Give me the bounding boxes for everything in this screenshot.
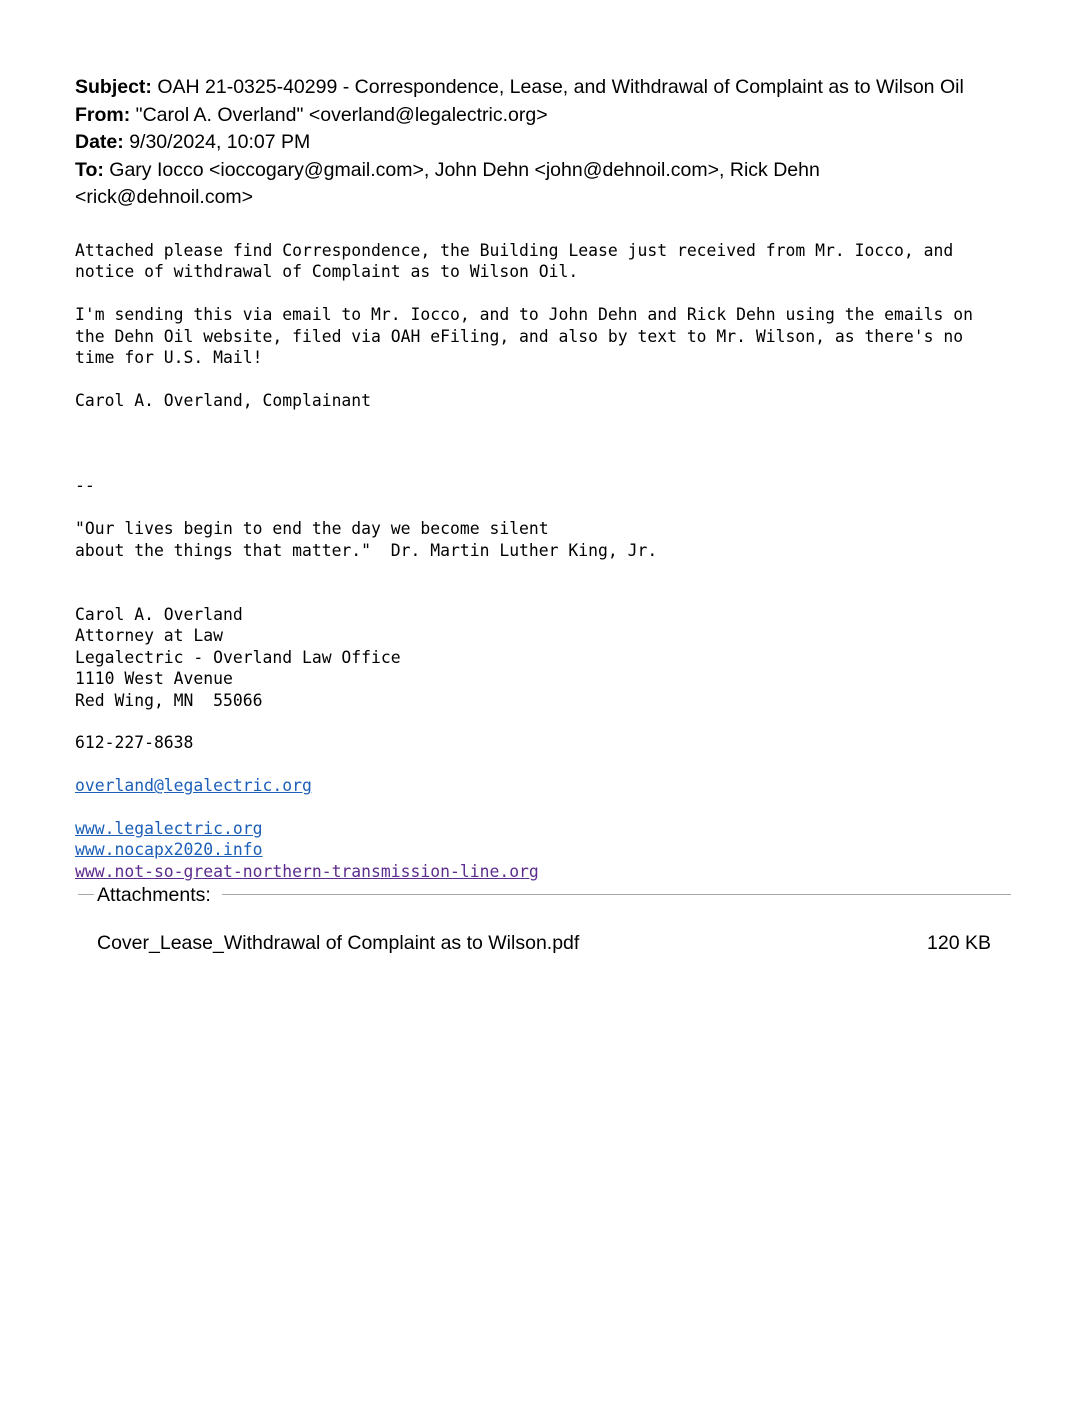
to-value: Gary Iocco <ioccogary@gmail.com>, John Dehn <john@dehnoil.com>, Rick Dehn: [109, 158, 820, 181]
email-headers: [75, 74, 1035, 212]
signature-block: Carol A. Overland Attorney at Law Legalectric - Overland Law Office 1110 West Avenue Red Wing, MN 55066: [75, 604, 401, 710]
from-line: [75, 102, 1035, 130]
date-line: [75, 129, 1035, 157]
website-link-transmission-line[interactable]: www.not-so-great-northern-transmission-line.org: [75, 861, 539, 881]
attachment-item[interactable]: [97, 930, 991, 956]
email-body: [75, 240, 1055, 882]
from-label: From:: [75, 103, 131, 126]
attachments-title: Attachments:: [97, 884, 211, 906]
to-line-continued: <rick@dehnoil.com>: [75, 186, 254, 209]
body-paragraph-service-note: I'm sending this via email to Mr. Iocco, and to John Dehn and Rick Dehn using the emails on the Dehn Oil website, filed via OAH eFiling, and also by text to Mr. Wilson, as there's no time for U.S. Mail!: [75, 305, 973, 368]
body-closing: Carol A. Overland, Complainant: [75, 390, 372, 410]
subject-label: Subject:: [75, 76, 152, 98]
attachment-filesize: 120 KB: [927, 932, 991, 954]
attachments-divider-left: [78, 894, 94, 895]
to-line: [75, 157, 1035, 185]
signature-phone: 612-227-8638: [75, 733, 194, 753]
attachment-filename[interactable]: Cover_Lease_Withdrawal of Complaint as to Wilson.pdf: [97, 932, 580, 954]
subject-line: [75, 74, 1035, 102]
website-link-nocapx2020[interactable]: www.nocapx2020.info: [75, 840, 263, 860]
subject-value: OAH 21-0325-40299 - Correspondence, Lease, and Withdrawal of Complaint as to Wilson Oil: [157, 76, 964, 98]
signature-separator: --: [75, 476, 95, 496]
email-link[interactable]: overland@legalectric.org: [75, 776, 312, 796]
date-value: 9/30/2024, 10:07 PM: [129, 131, 311, 154]
body-paragraph-attachment-note: Attached please find Correspondence, the Building Lease just received from Mr. Iocco, and notice of withdrawal of Complaint as to Wilson Oil.: [75, 241, 954, 282]
to-label: To:: [75, 158, 104, 181]
website-link-legalectric[interactable]: www.legalectric.org: [75, 818, 263, 838]
signature-quote: "Our lives begin to end the day we become silent about the things that matter." Dr. Martin Luther King, Jr.: [75, 519, 658, 560]
attachments-divider-right: [222, 894, 1011, 895]
date-label: Date:: [75, 131, 124, 154]
from-value: "Carol A. Overland" <overland@legalectric.org>: [135, 103, 548, 126]
